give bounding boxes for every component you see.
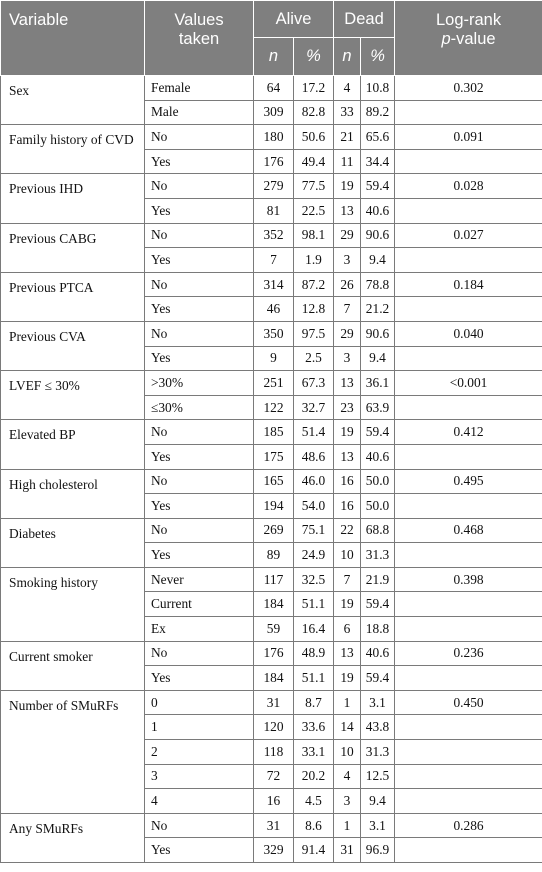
value-taken-cell: ≤30% <box>145 395 254 420</box>
dead-pct-cell: 12.5 <box>361 764 395 789</box>
value-taken-cell: No <box>145 321 254 346</box>
value-taken-cell: Yes <box>145 248 254 273</box>
alive-n-cell: 194 <box>254 494 294 519</box>
variable-cell: Previous CVA <box>1 321 145 370</box>
header-values-taken-line2: taken <box>178 30 220 48</box>
dead-n-cell: 33 <box>334 100 361 125</box>
dead-pct-cell: 31.3 <box>361 740 395 765</box>
value-taken-cell: Current <box>145 592 254 617</box>
table-row <box>1 272 542 297</box>
dead-n-cell: 13 <box>334 444 361 469</box>
value-taken-cell: >30% <box>145 371 254 396</box>
pvalue-cell: 0.236 <box>395 641 542 666</box>
alive-pct-cell: 4.5 <box>294 789 334 814</box>
value-taken-cell: Yes <box>145 543 254 568</box>
dead-pct-cell: 36.1 <box>361 371 395 396</box>
variable-cell: High cholesterol <box>1 469 145 518</box>
alive-pct-cell: 8.6 <box>294 813 334 838</box>
pvalue-cell: <0.001 <box>395 371 542 396</box>
pvalue-cell-empty <box>395 617 542 642</box>
variable-cell: Number of SMuRFs <box>1 690 145 813</box>
header-values-taken-line1: Values <box>174 11 224 29</box>
alive-n-cell: 175 <box>254 444 294 469</box>
table-row <box>1 223 542 248</box>
table-row <box>1 371 542 396</box>
variable-cell: Sex <box>1 76 145 125</box>
pvalue-cell-empty <box>395 715 542 740</box>
alive-pct-cell: 22.5 <box>294 198 334 223</box>
dead-pct-cell: 43.8 <box>361 715 395 740</box>
alive-n-cell: 329 <box>254 838 294 863</box>
alive-n-cell: 185 <box>254 420 294 445</box>
value-taken-cell: Female <box>145 76 254 101</box>
alive-pct-cell: 98.1 <box>294 223 334 248</box>
pvalue-cell-empty <box>395 248 542 273</box>
dead-n-cell: 16 <box>334 494 361 519</box>
dead-n-cell: 29 <box>334 223 361 248</box>
header-alive: Alive <box>254 1 334 38</box>
dead-pct-cell: 89.2 <box>361 100 395 125</box>
alive-pct-cell: 1.9 <box>294 248 334 273</box>
alive-n-cell: 46 <box>254 297 294 322</box>
value-taken-cell: No <box>145 420 254 445</box>
dead-pct-cell: 3.1 <box>361 813 395 838</box>
pvalue-cell: 0.028 <box>395 174 542 199</box>
pvalue-cell: 0.302 <box>395 76 542 101</box>
pvalue-cell-empty <box>395 764 542 789</box>
variable-cell: Previous CABG <box>1 223 145 272</box>
variable-cell: Previous PTCA <box>1 272 145 321</box>
alive-pct-cell: 48.6 <box>294 444 334 469</box>
variable-cell: Diabetes <box>1 518 145 567</box>
table-row <box>1 641 542 666</box>
pvalue-cell-empty <box>395 297 542 322</box>
dead-pct-cell: 9.4 <box>361 789 395 814</box>
alive-n-cell: 176 <box>254 641 294 666</box>
value-taken-cell: Never <box>145 567 254 592</box>
dead-n-cell: 4 <box>334 76 361 101</box>
alive-n-cell: 7 <box>254 248 294 273</box>
alive-n-cell: 16 <box>254 789 294 814</box>
alive-pct-cell: 51.4 <box>294 420 334 445</box>
alive-pct-cell: 77.5 <box>294 174 334 199</box>
dead-pct-cell: 59.4 <box>361 174 395 199</box>
value-taken-cell: Yes <box>145 666 254 691</box>
dead-pct-cell: 40.6 <box>361 444 395 469</box>
alive-n-cell: 350 <box>254 321 294 346</box>
alive-n-cell: 279 <box>254 174 294 199</box>
value-taken-cell: Male <box>145 100 254 125</box>
pvalue-cell-empty <box>395 494 542 519</box>
pvalue-cell: 0.495 <box>395 469 542 494</box>
dead-n-cell: 10 <box>334 543 361 568</box>
dead-n-cell: 1 <box>334 813 361 838</box>
alive-pct-cell: 91.4 <box>294 838 334 863</box>
dead-n-cell: 21 <box>334 125 361 150</box>
dead-n-cell: 6 <box>334 617 361 642</box>
dead-n-cell: 19 <box>334 420 361 445</box>
value-taken-cell: No <box>145 223 254 248</box>
table-row <box>1 813 542 838</box>
dead-n-cell: 19 <box>334 592 361 617</box>
alive-n-cell: 309 <box>254 100 294 125</box>
pvalue-cell: 0.184 <box>395 272 542 297</box>
dead-pct-cell: 10.8 <box>361 76 395 101</box>
header-values-taken <box>145 1 254 76</box>
alive-pct-cell: 67.3 <box>294 371 334 396</box>
dead-n-cell: 13 <box>334 198 361 223</box>
pvalue-cell: 0.468 <box>395 518 542 543</box>
alive-n-cell: 269 <box>254 518 294 543</box>
value-taken-cell: Yes <box>145 494 254 519</box>
header-logrank-pvalue <box>395 1 542 76</box>
alive-n-cell: 314 <box>254 272 294 297</box>
dead-pct-cell: 68.8 <box>361 518 395 543</box>
alive-n-cell: 165 <box>254 469 294 494</box>
alive-pct-cell: 32.5 <box>294 567 334 592</box>
alive-pct-cell: 49.4 <box>294 149 334 174</box>
dead-pct-cell: 96.9 <box>361 838 395 863</box>
pvalue-cell-empty <box>395 346 542 371</box>
alive-pct-cell: 48.9 <box>294 641 334 666</box>
dead-n-cell: 16 <box>334 469 361 494</box>
dead-n-cell: 3 <box>334 346 361 371</box>
pvalue-cell-empty <box>395 149 542 174</box>
header-dead-n: n <box>334 38 361 76</box>
dead-pct-cell: 40.6 <box>361 198 395 223</box>
dead-n-cell: 31 <box>334 838 361 863</box>
dead-pct-cell: 90.6 <box>361 223 395 248</box>
dead-n-cell: 11 <box>334 149 361 174</box>
alive-n-cell: 64 <box>254 76 294 101</box>
table-row <box>1 469 542 494</box>
dead-n-cell: 29 <box>334 321 361 346</box>
pvalue-cell: 0.091 <box>395 125 542 150</box>
variable-cell: Smoking history <box>1 567 145 641</box>
alive-pct-cell: 51.1 <box>294 592 334 617</box>
value-taken-cell: Yes <box>145 149 254 174</box>
pvalue-cell-empty <box>395 789 542 814</box>
dead-pct-cell: 63.9 <box>361 395 395 420</box>
alive-pct-cell: 51.1 <box>294 666 334 691</box>
dead-n-cell: 7 <box>334 567 361 592</box>
header-variable: Variable <box>1 1 145 76</box>
alive-n-cell: 31 <box>254 690 294 715</box>
dead-n-cell: 4 <box>334 764 361 789</box>
dead-pct-cell: 59.4 <box>361 592 395 617</box>
value-taken-cell: Yes <box>145 346 254 371</box>
pvalue-cell-empty <box>395 592 542 617</box>
dead-pct-cell: 78.8 <box>361 272 395 297</box>
dead-pct-cell: 90.6 <box>361 321 395 346</box>
value-taken-cell: No <box>145 813 254 838</box>
alive-n-cell: 89 <box>254 543 294 568</box>
pvalue-cell: 0.286 <box>395 813 542 838</box>
table-row <box>1 690 542 715</box>
value-taken-cell: 0 <box>145 690 254 715</box>
alive-pct-cell: 17.2 <box>294 76 334 101</box>
pvalue-cell-empty <box>395 198 542 223</box>
header-dead: Dead <box>334 1 395 38</box>
alive-pct-cell: 32.7 <box>294 395 334 420</box>
pvalue-cell: 0.398 <box>395 567 542 592</box>
alive-pct-cell: 33.6 <box>294 715 334 740</box>
alive-n-cell: 122 <box>254 395 294 420</box>
dead-pct-cell: 18.8 <box>361 617 395 642</box>
pvalue-cell-empty <box>395 395 542 420</box>
value-taken-cell: Ex <box>145 617 254 642</box>
alive-pct-cell: 33.1 <box>294 740 334 765</box>
dead-pct-cell: 9.4 <box>361 346 395 371</box>
table-row <box>1 321 542 346</box>
value-taken-cell: 3 <box>145 764 254 789</box>
variable-cell: Family history of CVD <box>1 125 145 174</box>
alive-pct-cell: 75.1 <box>294 518 334 543</box>
alive-n-cell: 120 <box>254 715 294 740</box>
value-taken-cell: No <box>145 272 254 297</box>
dead-pct-cell: 31.3 <box>361 543 395 568</box>
pvalue-cell-empty <box>395 666 542 691</box>
alive-pct-cell: 2.5 <box>294 346 334 371</box>
dead-n-cell: 19 <box>334 666 361 691</box>
alive-pct-cell: 46.0 <box>294 469 334 494</box>
table-row <box>1 125 542 150</box>
alive-n-cell: 31 <box>254 813 294 838</box>
pvalue-cell-empty <box>395 838 542 863</box>
pvalue-cell-empty <box>395 740 542 765</box>
dead-pct-cell: 59.4 <box>361 420 395 445</box>
value-taken-cell: 2 <box>145 740 254 765</box>
dead-n-cell: 7 <box>334 297 361 322</box>
alive-n-cell: 81 <box>254 198 294 223</box>
header-pvalue-line1: Log-rank <box>435 11 502 29</box>
table-row <box>1 174 542 199</box>
pvalue-cell: 0.040 <box>395 321 542 346</box>
dead-n-cell: 3 <box>334 248 361 273</box>
alive-pct-cell: 82.8 <box>294 100 334 125</box>
alive-n-cell: 9 <box>254 346 294 371</box>
alive-pct-cell: 54.0 <box>294 494 334 519</box>
table-row <box>1 420 542 445</box>
header-dead-pct: % <box>361 38 395 76</box>
variable-cell: Previous IHD <box>1 174 145 223</box>
alive-pct-cell: 50.6 <box>294 125 334 150</box>
dead-pct-cell: 40.6 <box>361 641 395 666</box>
alive-pct-cell: 97.5 <box>294 321 334 346</box>
pvalue-cell-empty <box>395 444 542 469</box>
pvalue-cell: 0.412 <box>395 420 542 445</box>
alive-pct-cell: 12.8 <box>294 297 334 322</box>
dead-pct-cell: 65.6 <box>361 125 395 150</box>
variable-cell: Elevated BP <box>1 420 145 469</box>
dead-pct-cell: 21.9 <box>361 567 395 592</box>
value-taken-cell: 4 <box>145 789 254 814</box>
value-taken-cell: Yes <box>145 444 254 469</box>
alive-pct-cell: 24.9 <box>294 543 334 568</box>
dead-n-cell: 13 <box>334 371 361 396</box>
alive-pct-cell: 87.2 <box>294 272 334 297</box>
dead-n-cell: 14 <box>334 715 361 740</box>
table-header <box>1 1 542 76</box>
pvalue-cell-empty <box>395 543 542 568</box>
dead-pct-cell: 34.4 <box>361 149 395 174</box>
variable-cell: Any SMuRFs <box>1 813 145 862</box>
value-taken-cell: Yes <box>145 297 254 322</box>
dead-pct-cell: 59.4 <box>361 666 395 691</box>
value-taken-cell: Yes <box>145 198 254 223</box>
value-taken-cell: Yes <box>145 838 254 863</box>
header-alive-n: n <box>254 38 294 76</box>
dead-n-cell: 26 <box>334 272 361 297</box>
alive-n-cell: 59 <box>254 617 294 642</box>
table-body <box>1 76 542 863</box>
value-taken-cell: No <box>145 174 254 199</box>
header-pvalue-p: p <box>441 30 451 48</box>
dead-pct-cell: 50.0 <box>361 494 395 519</box>
dead-n-cell: 22 <box>334 518 361 543</box>
dead-pct-cell: 3.1 <box>361 690 395 715</box>
variable-cell: Current smoker <box>1 641 145 690</box>
alive-n-cell: 184 <box>254 666 294 691</box>
value-taken-cell: No <box>145 469 254 494</box>
dead-n-cell: 10 <box>334 740 361 765</box>
dead-n-cell: 23 <box>334 395 361 420</box>
alive-n-cell: 72 <box>254 764 294 789</box>
alive-pct-cell: 8.7 <box>294 690 334 715</box>
pvalue-cell-empty <box>395 100 542 125</box>
dead-pct-cell: 21.2 <box>361 297 395 322</box>
alive-n-cell: 117 <box>254 567 294 592</box>
dead-n-cell: 1 <box>334 690 361 715</box>
value-taken-cell: 1 <box>145 715 254 740</box>
alive-pct-cell: 20.2 <box>294 764 334 789</box>
value-taken-cell: No <box>145 641 254 666</box>
alive-n-cell: 176 <box>254 149 294 174</box>
variable-cell: LVEF ≤ 30% <box>1 371 145 420</box>
alive-n-cell: 118 <box>254 740 294 765</box>
header-alive-pct: % <box>294 38 334 76</box>
table-row <box>1 76 542 101</box>
header-pvalue-suffix: -value <box>450 30 496 48</box>
value-taken-cell: No <box>145 518 254 543</box>
dead-pct-cell: 9.4 <box>361 248 395 273</box>
alive-n-cell: 184 <box>254 592 294 617</box>
dead-n-cell: 13 <box>334 641 361 666</box>
table-row <box>1 567 542 592</box>
pvalue-cell: 0.450 <box>395 690 542 715</box>
dead-pct-cell: 50.0 <box>361 469 395 494</box>
value-taken-cell: No <box>145 125 254 150</box>
dead-n-cell: 19 <box>334 174 361 199</box>
alive-n-cell: 251 <box>254 371 294 396</box>
table-row <box>1 518 542 543</box>
pvalue-cell: 0.027 <box>395 223 542 248</box>
alive-n-cell: 352 <box>254 223 294 248</box>
alive-pct-cell: 16.4 <box>294 617 334 642</box>
dead-n-cell: 3 <box>334 789 361 814</box>
alive-n-cell: 180 <box>254 125 294 150</box>
